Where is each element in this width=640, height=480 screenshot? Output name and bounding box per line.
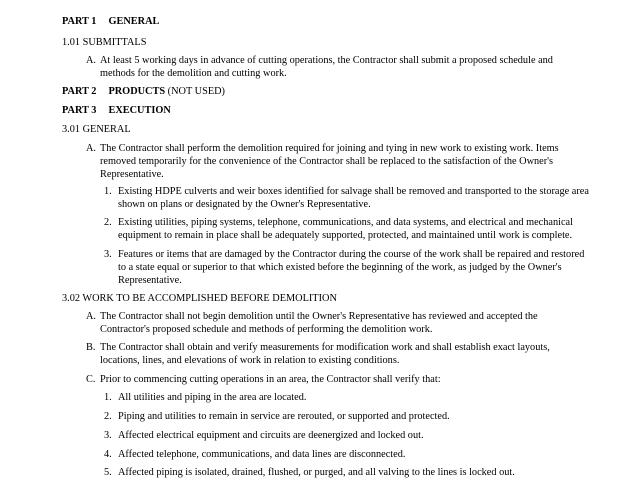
part1-number: PART 1 [62,16,97,27]
list-item: Piping and utilities to remain in service are rerouted, or supported and protected. [118,411,450,422]
part1-heading [62,16,159,29]
paragraph-line: to a state equal or superior to that which existed before the beginning of the work, as judged by the Owner's [118,262,562,273]
paragraph-line: Features or items that are damaged by the Contractor during the course of the work shall be repaired and restored [118,249,585,260]
sub-item-number: 4. [104,449,112,460]
part3-number: PART 3 [62,105,97,116]
part3-title: EXECUTION [108,105,171,116]
sub-item-number: 1. [104,392,112,403]
sub-item-number: 3. [104,249,112,260]
paragraph-line: Representative. [118,275,182,286]
paragraph-line: Existing HDPE culverts and weir boxes identified for salvage shall be removed and transported to the storage area [118,186,589,197]
item-c-letter: C. [86,374,96,385]
paragraph-line: removed temporarily for the convenience of the Contractor shall be replaced to the satisfaction of the Owner's [100,156,554,167]
list-item: Affected electrical equipment and circuits are deenergized and locked out. [118,430,424,441]
item-a-letter: A. [86,311,97,322]
paragraph-line: The Contractor shall not begin demolition until the Owner's Representative has reviewed and accepted the [100,311,538,322]
list-item: Affected piping is isolated, drained, flushed, or purged, and all valving to the lines is locked out. [118,467,515,478]
paragraph-line: Contractor's proposed schedule and methods of performing the demolition work. [100,324,433,335]
item-a-letter: A. [86,55,97,66]
list-item: Affected telephone, communications, and data lines are disconnected. [118,449,406,460]
paragraph-line: shown on plans or designated by the Owner's Representative. [118,199,371,210]
paragraph-line: Prior to commencing cutting operations in an area, the Contractor shall verify that: [100,374,441,385]
part3-heading [62,105,171,118]
paragraph-line: locations, lines, and elevations of work in relation to existing conditions. [100,355,400,366]
section-1-01-heading: 1.01 SUBMITTALS [62,37,147,48]
part1-title: GENERAL [108,16,160,27]
sub-item-number: 1. [104,186,112,197]
sub-item-number: 2. [104,411,112,422]
part2-number: PART 2 [62,86,97,97]
part2-note: (NOT USED) [167,86,225,97]
paragraph-line: methods for the demolition and cutting work. [100,68,287,79]
part2-heading [62,86,225,99]
paragraph-line: At least 5 working days in advance of cutting operations, the Contractor shall submit a proposed schedule and [100,55,553,66]
paragraph-line: Existing utilities, piping systems, telephone, communications, and data systems, and electrical and mechanical [118,217,573,228]
paragraph-line: The Contractor shall obtain and verify measurements for modification work and shall establish exact layouts, [100,342,550,353]
item-b-letter: B. [86,342,96,353]
sub-item-number: 5. [104,467,112,478]
paragraph-line: equipment to remain in place shall be adequately supported, protected, and maintained until work is complete. [118,230,573,241]
paragraph-line: Representative. [100,169,164,180]
part2-title: PRODUCTS [108,86,166,97]
paragraph-line: The Contractor shall perform the demolition required for joining and tying in new work to existing work. Items [100,143,559,154]
sub-item-number: 3. [104,430,112,441]
sub-item-number: 2. [104,217,112,228]
section-3-02-heading: 3.02 WORK TO BE ACCOMPLISHED BEFORE DEMOLITION [62,293,337,304]
section-3-01-heading: 3.01 GENERAL [62,124,131,135]
list-item: All utilities and piping in the area are located. [118,392,307,403]
item-a-letter: A. [86,143,97,154]
